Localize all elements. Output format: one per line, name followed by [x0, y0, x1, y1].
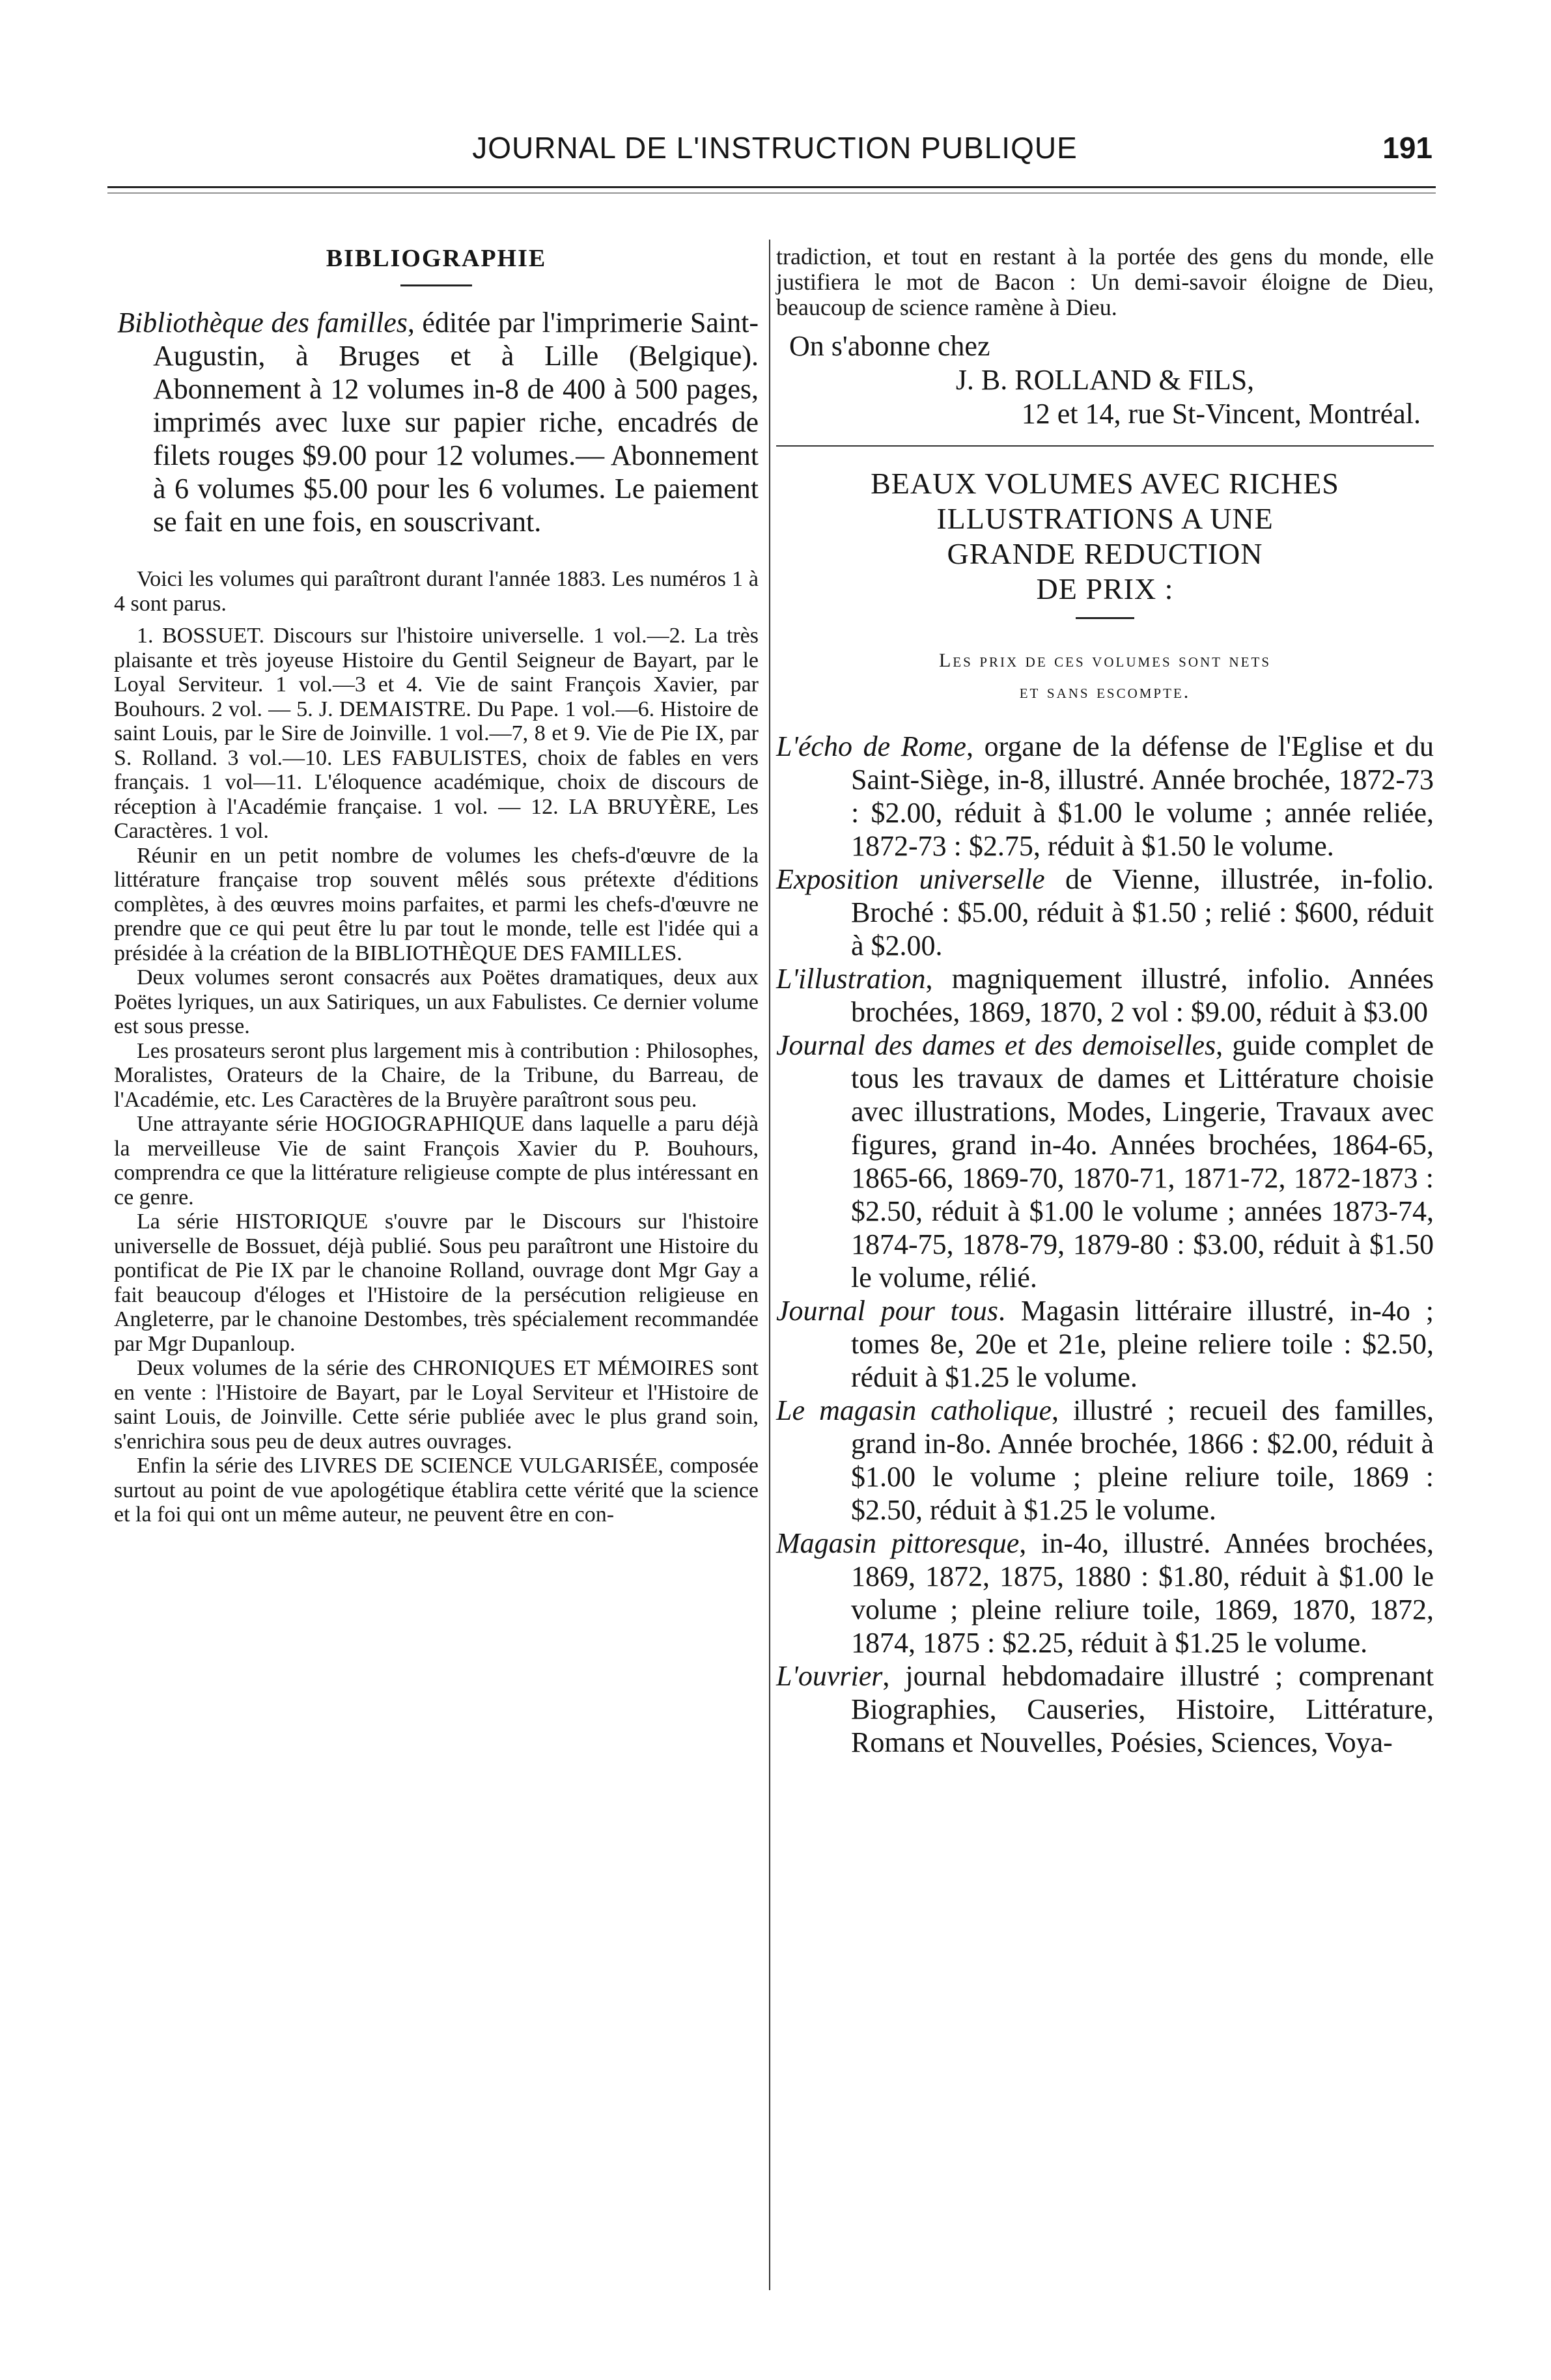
paragraph: Une attrayante série HOGIOGRAPHIQUE dans laquelle a paru déjà la merveilleuse Vie de saint François Xavier du P. Bouhours, comprendra ce que la littérature religieuse compte de plus intéressant en ce genre. [114, 1112, 759, 1210]
catalog-entry [776, 730, 1434, 863]
entry-title: L'ouvrier [776, 1660, 883, 1692]
header-rule [107, 186, 1436, 188]
running-title: JOURNAL DE L'INSTRUCTION PUBLIQUE [472, 131, 1078, 165]
entry-text: . Magasin littéraire illustré, in-4o ; tomes 8e, 20e et 21e, pleine reliere toile : $2.50, réduit à $1.25 le volume. [851, 1295, 1434, 1393]
entry-title: Magasin pittoresque [776, 1527, 1020, 1559]
entry-text: , in-4o, illustré. Années brochées, 1869, 1872, 1875, 1880 : $1.80, réduit à $1.00 le volume ; pleine reliure toile, 1869, 1870, 1872, 1874, 1875 : $2.25, réduit à $1.25 le volume. [851, 1527, 1434, 1659]
left-column [114, 244, 759, 1527]
lead-title: Bibliothèque des familles [117, 307, 408, 339]
entry-title: L'illustration [776, 963, 926, 995]
entry-title: L'écho de Rome [776, 730, 966, 762]
headline-rule [1076, 617, 1134, 619]
paragraph: 1. BOSSUET. Discours sur l'histoire universelle. 1 vol.—2. La très plaisante et très joyeuse Histoire du Gentil Seigneur de Bayart, par le Loyal Serviteur. 1 vol.—3 et 4. Vie de saint François Xavier, par Bouhours. 2 vol. — 5. J. DEMAISTRE. Du Pape. 1 vol.—6. Histoire de saint Louis, par le Sire de Joinville. 1 vol.—7, 8 et 9. Vie de Pie IX, par S. Rolland. 3 vol.—10. LES FABULISTES, choix de fables en vers français. 1 vol—11. L'éloquence académique, choix de discours de réception à l'Académie française. 1 vol. — 12. LA BRUYÈRE, Les Caractères. 1 vol. [114, 624, 759, 843]
page-number: 191 [1382, 131, 1432, 165]
paragraph: Deux volumes de la série des CHRONIQUES ET MÉMOIRES sont en vente : l'Histoire de Bayart, par le Loyal Serviteur et l'Histoire de saint Louis, de Joinville. Cette série publiée avec le plus grand soin, s'enrichira sous peu de deux autres ouvrages. [114, 1356, 759, 1454]
price-notice-line: et sans escompte. [1019, 681, 1191, 702]
subscribe-line: On s'abonne chez [789, 330, 990, 362]
running-head [117, 130, 1432, 176]
paragraph: Deux volumes seront consacrés aux Poëtes dramatiques, deux aux Poëtes lyriques, un aux Satiriques, un aux Fabulistes. Ce dernier volume est sous presse. [114, 965, 759, 1038]
entry-title: Journal des dames et des demoiselles [776, 1029, 1216, 1061]
catalog-entry [776, 1029, 1434, 1294]
entry-title: Journal pour tous [776, 1295, 998, 1327]
right-column [776, 244, 1434, 1759]
lead-paragraph [114, 306, 759, 538]
price-notice [776, 645, 1434, 708]
paragraph: Enfin la série des LIVRES DE SCIENCE VULGARISÉE, composée surtout au point de vue apologétique établira cette vérité que la science et la foi qui ont un même auteur, ne peuvent être en con- [114, 1454, 759, 1527]
publisher-name: J. B. ROLLAND & FILS, [955, 364, 1255, 396]
title-rule [400, 284, 472, 286]
entry-text: , organe de la défense de l'Eglise et du Saint-Siège, in-8, illustré. Année brochée, 1872-73 : $2.00, réduit à $1.00 le volume ; année reliée, 1872-73 : $2.75, réduit à $1.50 le volume. [851, 730, 1434, 862]
continued-paragraph: tradiction, et tout en restant à la portée des gens du monde, elle justifiera le mot de Bacon : Un demi-savoir éloigne de Dieu, beaucoup de science ramène à Dieu. [776, 243, 1434, 320]
headline-line: ILLUSTRATIONS A UNE [936, 502, 1274, 535]
lead-text: , éditée par l'imprimerie Saint-Augustin, à Bruges et à Lille (Belgique). Abonnement à 12 volumes in-8 de 400 à 500 pages, imprimés avec luxe sur papier riche, encadrés de filets rouges $9.00 pour 12 volumes.— Abonnement à 6 volumes $5.00 pour les 6 volumes. Le paiement se fait en une fois, en souscrivant. [153, 307, 759, 538]
publisher-address: 12 et 14, rue St-Vincent, Montréal. [1021, 398, 1421, 430]
entry-title: Le magasin catholique [776, 1394, 1052, 1426]
headline-line: DE PRIX : [1036, 572, 1174, 605]
entry-text: , journal hebdomadaire illustré ; comprenant Biographies, Causeries, Histoire, Littérature, Romans et Nouvelles, Poésies, Sciences, Voya- [851, 1660, 1434, 1758]
catalog-entry [776, 1394, 1434, 1527]
catalog-entry [776, 962, 1434, 1029]
entry-text: , illustré ; recueil des familles, grand in-8o. Année brochée, 1866 : $2.00, réduit à $1.00 le volume ; pleine reliure toile, 1869 : $2.50, réduit à $1.25 le volume. [851, 1394, 1434, 1526]
paragraph: La série HISTORIQUE s'ouvre par le Discours sur l'histoire universelle de Bossuet, déjà publié. Sous peu paraîtront une Histoire du pontificat de Pie IX par le chanoine Rolland, ouvrage dont Mgr Gay a fait beaucoup d'éloges et l'Histoire de la persécution religieuse en Angleterre, par le chanoine Destombes, très spécialement recommandée par Mgr Dupanloup. [114, 1210, 759, 1356]
catalog-entry [776, 1659, 1434, 1759]
catalog-entry [776, 863, 1434, 962]
entry-title: Exposition universelle [776, 863, 1045, 895]
entry-text: , guide complet de tous les travaux de dames et Littérature choisie avec illustrations, Modes, Lingerie, Travaux avec figures, grand in-4o. Années brochées, 1864-65, 1865-66, 1869-70, 1870-71, 1871-72, 1872-1873 : $2.50, réduit à $1.00 le volume ; années 1873-74, 1874-75, 1878-79, 1879-80 : $3.00, réduit à $1.50 le volume, rélié. [851, 1029, 1434, 1294]
entry-text: de Vienne, illustrée, in-folio. Broché : $5.00, réduit à $1.50 ; relié : $600, réduit à $2.00. [851, 863, 1434, 962]
headline-line: BEAUX VOLUMES AVEC RICHES [871, 467, 1339, 500]
paragraph: Réunir en un petit nombre de volumes les chefs-d'œuvre de la littérature française trop souvent mêlés sous prétexte d'éditions complètes, à des œuvres moins parfaites, et parmi les chefs-d'œuvre ne prendre que ce qui peut être lu par tout le monde, telle est l'idée qui a présidée à la création de la BIBLIOTHÈQUE DES FAMILLES. [114, 843, 759, 965]
catalog-entry [776, 1527, 1434, 1659]
section-title: BIBLIOGRAPHIE [326, 245, 547, 272]
column-divider [769, 240, 770, 2290]
section-rule [776, 445, 1434, 447]
paragraph: Les prosateurs seront plus largement mis à contribution : Philosophes, Moralistes, Orateurs de la Chaire, de la Tribune, du Barreau, de l'Académie, etc. Les Caractères de la Bruyère paraîtront sous peu. [114, 1038, 759, 1112]
entry-text: , magniquement illustré, infolio. Années brochées, 1869, 1870, 2 vol : $9.00, réduit à $3.00 [851, 963, 1434, 1028]
paragraph: Voici les volumes qui paraîtront durant l'année 1883. Les numéros 1 à 4 sont parus. [114, 567, 759, 616]
headline-line: GRANDE REDUCTION [947, 537, 1263, 570]
price-notice-line: Les prix de ces volumes sont nets [938, 650, 1272, 671]
catalog-entry [776, 1294, 1434, 1394]
